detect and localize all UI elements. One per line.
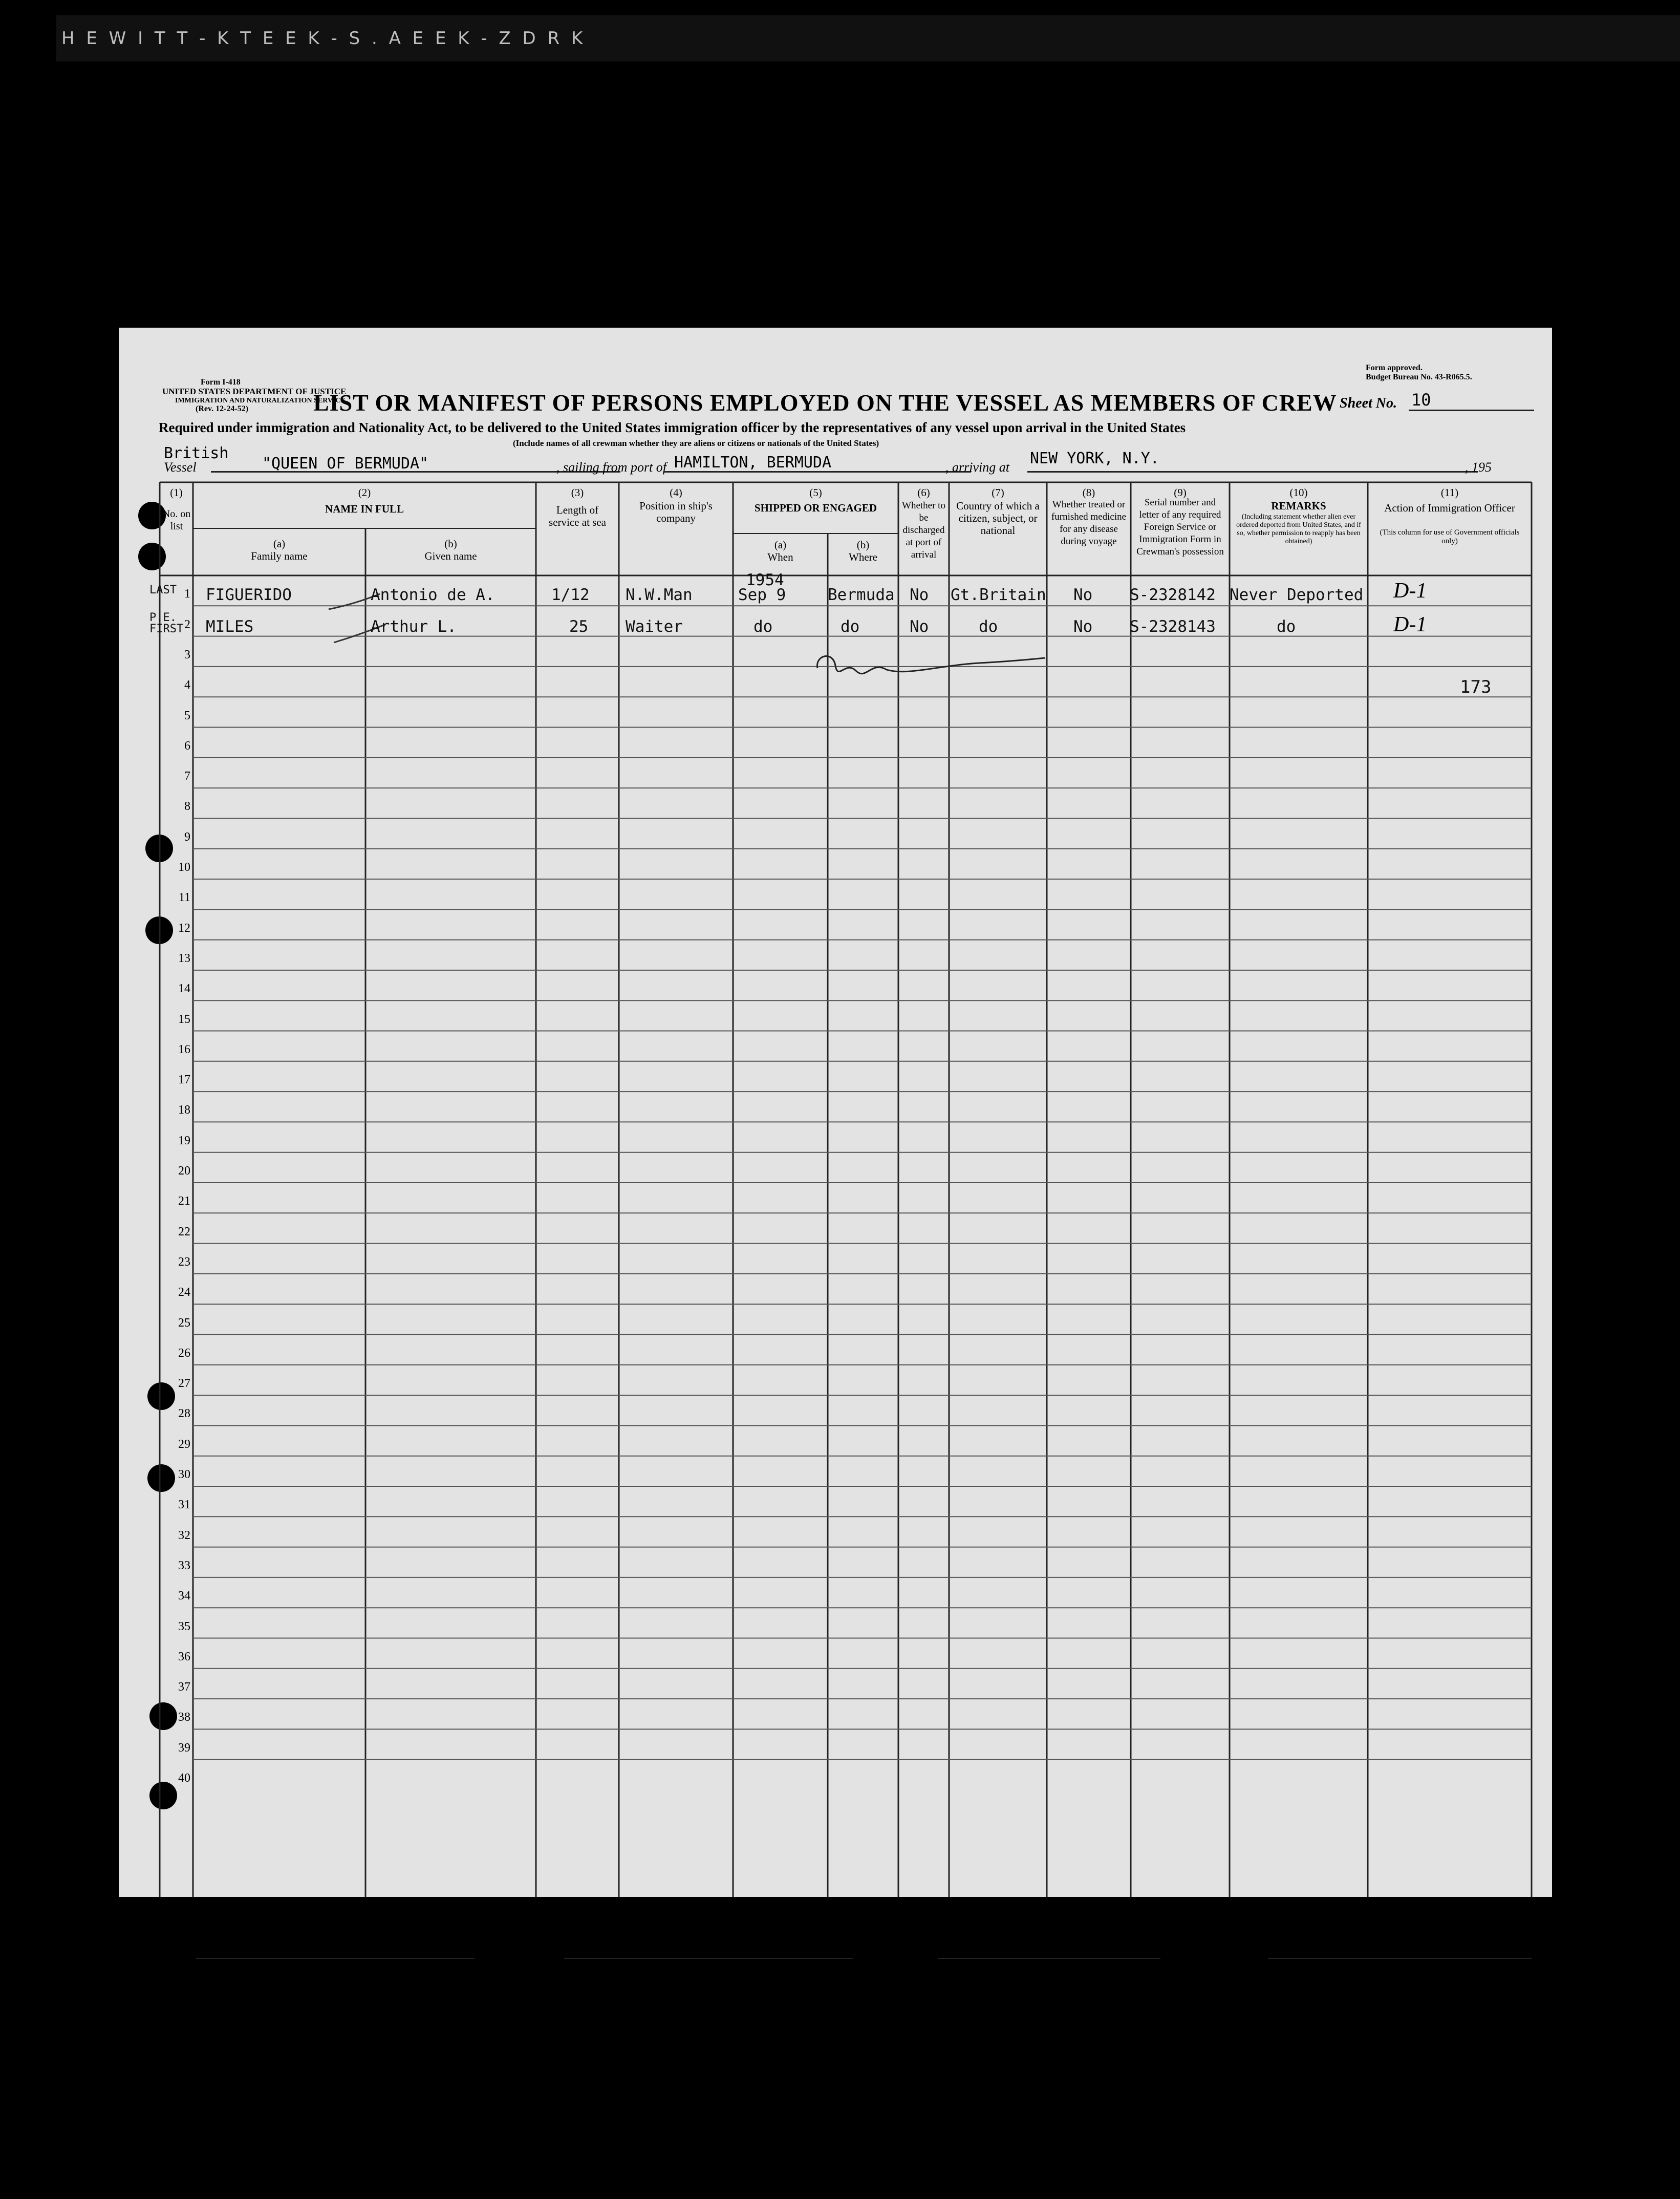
col3-label: Length of service at sea <box>549 504 606 528</box>
owners-rule <box>564 1940 853 1959</box>
row-number: 2 <box>184 617 190 631</box>
revision-date: (Rev. 12-24-52) <box>196 404 249 413</box>
vessel-label: Vessel <box>164 460 197 475</box>
col2-label: NAME IN FULL <box>325 503 404 515</box>
col6-number: (6) <box>917 486 930 499</box>
officer-rule <box>1268 1940 1532 1959</box>
row-number: 14 <box>178 982 190 996</box>
row-number: 28 <box>178 1407 190 1421</box>
port-to: NEW YORK, N.Y. <box>1030 450 1159 467</box>
signature-mark <box>817 656 1045 673</box>
row2-where: do <box>841 617 860 636</box>
row-number: 16 <box>178 1042 190 1056</box>
row-number: 1 <box>184 587 190 601</box>
row-number: 10 <box>178 861 190 874</box>
row1-year: 1954 <box>746 571 784 589</box>
col5-label: SHIPPED OR ENGAGED <box>754 502 877 514</box>
owners-value: Furness Withy & Co. Ltd. <box>572 1941 779 1958</box>
col10-number: (10) <box>1289 486 1308 499</box>
col10-sub: (Including statement whether alien ever ordered deported from United States, and if so, whether permission to reapply has been obtained) <box>1236 513 1361 545</box>
crew-manifest-form <box>119 328 1552 1982</box>
row2-family-name: MILES <box>206 617 254 636</box>
line-value: Furness Bermuda <box>280 1941 410 1958</box>
col9-number: (9) <box>1174 486 1187 499</box>
row2-margin-note: P.E. FIRST <box>149 611 184 635</box>
row-number: 38 <box>178 1711 190 1724</box>
row1-given-name: Antonio de A. <box>371 586 495 604</box>
vessel-nationality: British <box>164 444 229 462</box>
row-number: 31 <box>178 1498 190 1512</box>
col5b-number: (b) <box>856 539 870 551</box>
line-rule <box>196 1940 475 1959</box>
col7-number: (7) <box>992 486 1004 499</box>
row2-when: do <box>753 617 773 636</box>
row-number: 30 <box>178 1468 190 1481</box>
row-number: 32 <box>178 1528 190 1542</box>
row-number: 3 <box>184 648 190 661</box>
form-subtitle: Required under immigration and Nationality Act, to be delivered to the United States immigration officer by the representatives of any vessel upon arrival in the United States <box>159 420 1186 435</box>
row-number: 15 <box>178 1012 190 1026</box>
row-number: 11 <box>178 891 190 905</box>
row2-country: do <box>979 617 998 636</box>
col1-label: No. on list <box>162 508 191 532</box>
row2-treated: No <box>1073 617 1093 636</box>
col8-label: Whether treated or furnished medicine for any disease during voyage <box>1051 499 1127 547</box>
row2-serial: S-2328143 <box>1130 617 1216 636</box>
row2-service: 25 <box>569 617 589 636</box>
row1-position: N.W.Man <box>626 586 693 604</box>
officer-label: Immigration Officer <box>1160 1950 1252 1962</box>
row-number: 39 <box>178 1741 190 1755</box>
form-number: Form I-418 <box>201 378 241 387</box>
owners-label: Owners <box>521 1950 556 1962</box>
row-number: 12 <box>178 921 190 935</box>
col2b-number: (b) <box>444 538 457 550</box>
row2-given-name: Arthur L. <box>371 617 457 636</box>
row1-family-name: FIGUERIDO <box>206 586 292 604</box>
col1-number: (1) <box>170 486 183 499</box>
row-number: 29 <box>178 1437 190 1451</box>
include-note: (Include names of all crewman whether they are aliens or citizens or nationals of the United States) <box>513 438 879 448</box>
col4-number: (4) <box>670 486 682 499</box>
port-from: HAMILTON, BERMUDA <box>674 454 832 472</box>
row-number: 9 <box>184 830 190 844</box>
col5a-label: When <box>767 551 793 563</box>
col6-label: Whether to be discharged at port of arrival <box>902 500 945 560</box>
row-number: 4 <box>184 678 190 692</box>
row2-action: D-1 <box>1393 613 1427 636</box>
col2-number: (2) <box>358 486 371 499</box>
row-number: 36 <box>178 1650 190 1663</box>
film-edge-lettering: H E W I T T - K T E E K - S . A E E K - Z D R K <box>61 28 586 49</box>
col2b-label: Given name <box>424 550 477 562</box>
col5b-label: Where <box>849 551 877 563</box>
col11-sub: (This column for use of Government officials only) <box>1380 528 1520 545</box>
sheet-label: Sheet No. <box>1340 395 1397 411</box>
row2-remarks: do <box>1277 617 1296 636</box>
row1-action: D-1 <box>1393 579 1427 603</box>
row1-service: 1/12 <box>551 586 590 604</box>
row-number: 26 <box>178 1346 190 1360</box>
arriving-label: , arriving at <box>945 460 1009 475</box>
row-number: 35 <box>178 1619 190 1633</box>
col2a-label: Family name <box>251 550 308 562</box>
agents-value: Furness Withy & Co. Ltd. <box>956 1941 1163 1958</box>
row-number: 17 <box>178 1073 190 1087</box>
agents-rule <box>938 1940 1160 1959</box>
col3-number: (3) <box>571 486 584 499</box>
agents-label: Local Agents <box>853 1950 913 1962</box>
row-number: 40 <box>178 1771 190 1785</box>
form-approved: Form approved. <box>1366 364 1423 372</box>
sailing-label: , sailing from port of <box>556 460 667 475</box>
department-line: UNITED STATES DEPARTMENT OF JUSTICE <box>162 387 347 396</box>
row-number: 22 <box>178 1225 190 1239</box>
row1-discharged: No <box>910 586 929 604</box>
row-number: 27 <box>178 1377 190 1391</box>
col10-label: REMARKS <box>1271 500 1326 512</box>
col9-label: Serial number and letter of any required Foreign Service or Immigration Form in Crewman's possession <box>1136 497 1224 557</box>
vessel-name: "QUEEN OF BERMUDA" <box>262 455 429 473</box>
col11-number: (11) <box>1440 486 1459 499</box>
row-number: 24 <box>178 1286 190 1299</box>
row-number: 25 <box>178 1316 190 1330</box>
form-title: LIST OR MANIFEST OF PERSONS EMPLOYED ON THE VESSEL AS MEMBERS OF CREW <box>313 390 1337 416</box>
row-number: 7 <box>184 770 190 783</box>
row1-treated: No <box>1073 586 1093 604</box>
year-label: , 195 <box>1465 460 1492 475</box>
sheet-number: 10 <box>1411 390 1431 410</box>
row-number: 21 <box>178 1194 190 1208</box>
col8-number: (8) <box>1082 486 1095 499</box>
col5-number: (5) <box>809 486 822 499</box>
row-number: 5 <box>184 709 190 722</box>
stamp-number: 173 <box>1460 677 1492 697</box>
row1-where: Bermuda <box>828 586 895 604</box>
row1-when: Sep 9 <box>738 586 786 604</box>
row-number: 23 <box>178 1255 190 1269</box>
row-number: 20 <box>178 1164 190 1178</box>
row-number: 6 <box>184 739 190 753</box>
col4-label: Position in ship's company <box>639 500 713 524</box>
service-line: IMMIGRATION AND NATURALIZATION SERVICE <box>175 397 346 404</box>
row1-remarks: Never Deported <box>1230 586 1364 604</box>
row-number: 34 <box>178 1589 190 1603</box>
col11-label: Action of Immigration Officer <box>1384 502 1515 514</box>
printer-code: 16-87889-1 <box>1491 1975 1519 1982</box>
budget-bureau: Budget Bureau No. 43-R065.5. <box>1366 373 1472 381</box>
row-number: 8 <box>184 800 190 814</box>
col7-label: Country of which a citizen, subject, or national <box>956 500 1040 537</box>
row-number: 13 <box>178 951 190 965</box>
row-number: 33 <box>178 1558 190 1572</box>
row1-serial: S-2328142 <box>1130 586 1216 604</box>
line-label: Line <box>162 1950 183 1962</box>
row2-position: Waiter <box>626 617 683 636</box>
col5a-number: (a) <box>774 539 787 551</box>
row-number: 19 <box>178 1134 190 1147</box>
row-number: 18 <box>178 1103 190 1117</box>
row2-discharged: No <box>910 617 929 636</box>
row1-margin-note: LAST <box>149 584 177 596</box>
row-number: 37 <box>178 1680 190 1694</box>
col2a-number: (a) <box>273 538 286 550</box>
row1-country: Gt.Britain <box>951 586 1046 604</box>
